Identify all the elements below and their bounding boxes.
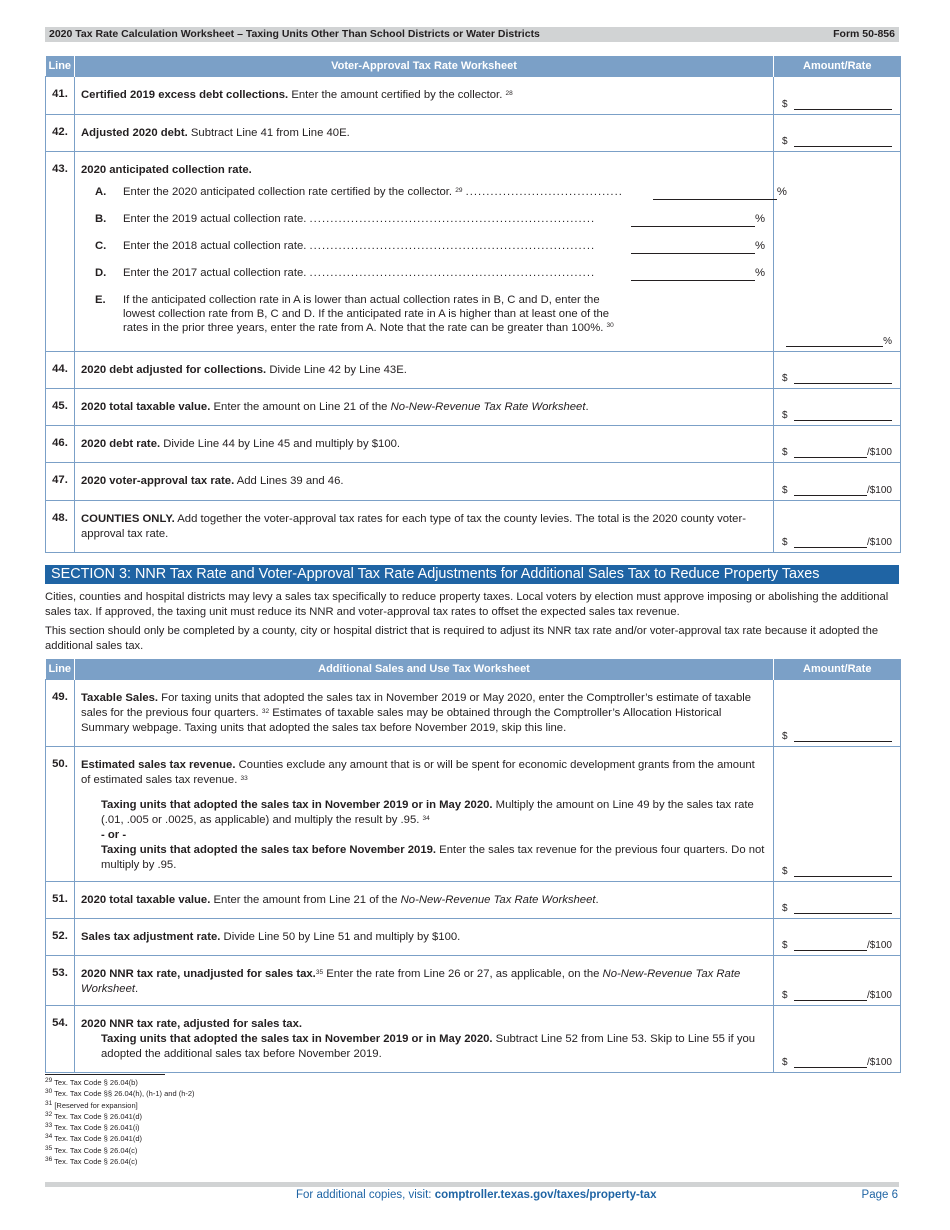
col-title: Voter-Approval Tax Rate Worksheet xyxy=(75,56,774,77)
table-row xyxy=(46,501,901,553)
line-number: 49. xyxy=(46,680,75,747)
section-3-paragraph-2: This section should only be completed by a county, city or hospital district that is required to adjust its NNR tax rate and/or voter-approval tax rate because it adopted the additional sales tax. xyxy=(45,625,879,652)
line-desc: 2020 total taxable value. Enter the amount on Line 21 of the No-New-Revenue Tax Rate Worksheet. xyxy=(75,389,774,426)
footnote: $^{29}$ Tex. Tax Code § 26.04(b) xyxy=(45,1077,138,1087)
footnote: $^{30}$ Tex. Tax Code §§ 26.04(h), (h-1) and (h-2) xyxy=(45,1088,195,1099)
line-number: 52. xyxy=(46,919,75,956)
amount-field[interactable]: $ xyxy=(774,115,901,152)
col-line: Line xyxy=(46,56,75,77)
footnote-rule xyxy=(45,1074,165,1075)
line-number: 42. xyxy=(46,115,75,152)
form-number: Form 50-856 xyxy=(833,28,895,40)
line-number: 48. xyxy=(46,501,75,553)
line-desc: 2020 debt adjusted for collections. Divide Line 42 by Line 43E. xyxy=(75,352,774,389)
col-line: Line xyxy=(46,659,75,680)
table-row xyxy=(46,77,901,115)
rate-field[interactable]: $ /$100 xyxy=(774,463,901,501)
subline-e: E. If the anticipated collection rate in A is lower than actual collection rates in B, C and D, enter the lowest collection rate from B, C and D. If the anticipated rate in A is higher than at least one of the rates in the prior three years, enter the rate from A. Note that the rate can be greater than 100%. $^{30}$ xyxy=(95,294,614,334)
line-number: 47. xyxy=(46,463,75,501)
line-desc: Estimated sales tax revenue. Counties exclude any amount that is or will be spent for economic development grants from the amount of estimated sales tax revenue. $^{33}$ Taxing units that adopted the sales tax in November 2019 or in May 2020. Multiply the amount on Line 49 by the sales tax rate (.01, .005 or .0025, as applicable) and multiply the result by .95. $^{34}$ - or - Taxing units that adopted the sales tax before November 2019. Enter the sales tax revenue for the previous four quarters. Do not multiply by .95. xyxy=(75,747,774,882)
subline-c: C. Enter the 2018 actual collection rate. ..................................................................... % xyxy=(95,240,765,252)
amount-field[interactable]: $ xyxy=(774,747,901,882)
rate-field[interactable]: $ /$100 xyxy=(774,1006,901,1073)
table-row xyxy=(46,426,901,463)
footnote: $^{35}$ Tex. Tax Code § 26.04(c) xyxy=(45,1144,138,1155)
table-row xyxy=(46,680,901,747)
amount-field[interactable]: $ xyxy=(774,77,901,115)
table-row xyxy=(46,352,901,389)
footer-rule xyxy=(45,1182,899,1187)
footnote: $^{32}$ Tex. Tax Code § 26.041(d) xyxy=(45,1110,143,1121)
line-number: 41. xyxy=(46,77,75,115)
section-3-paragraph-1: Cities, counties and hospital districts may levy a sales tax specifically to reduce property taxes. Local voters by election must approve imposing or abolishing the additional sales tax. If approved, the taxing unit must reduce its NNR and voter-approval tax rates to offset the expected sales tax revenue. xyxy=(45,591,889,618)
col-title: Additional Sales and Use Tax Worksheet xyxy=(75,659,774,680)
rate-field[interactable]: $ /$100 xyxy=(774,956,901,1006)
line-number: 53. xyxy=(46,956,75,1006)
table-row xyxy=(46,882,901,919)
amount-field[interactable]: $ xyxy=(774,352,901,389)
table-row xyxy=(46,956,901,1006)
table-row xyxy=(46,919,901,956)
line-desc: Sales tax adjustment rate. Divide Line 50 by Line 51 and multiply by $100. xyxy=(75,919,774,956)
voter-approval-worksheet-table xyxy=(45,56,901,553)
rate-d-field[interactable]: % xyxy=(631,266,765,281)
table-row xyxy=(46,152,901,352)
rate-field[interactable]: $ /$100 xyxy=(774,919,901,956)
col-amount: Amount/Rate xyxy=(774,659,901,680)
subline-a: A. Enter the 2020 anticipated collection rate certified by the collector. $^{29}$ ...................................... % xyxy=(95,186,787,198)
line-number: 54. xyxy=(46,1006,75,1073)
option-block: Taxing units that adopted the sales tax in November 2019 or in May 2020. Multiply the amount on Line 49 by the sales tax rate (.01, .005 or .0025, as applicable) and multiply the result by .95. $^{34}$ - or - Taxing units that adopted the sales tax before November 2019. Enter the sales tax revenue for the previous four quarters. Do not multiply by .95. xyxy=(101,799,765,871)
line-number: 46. xyxy=(46,426,75,463)
amount-field[interactable]: $ xyxy=(774,882,901,919)
line-desc: Adjusted 2020 debt. Subtract Line 41 from Line 40E. xyxy=(75,115,774,152)
line-desc: 2020 debt rate. Divide Line 44 by Line 45 and multiply by $100. xyxy=(75,426,774,463)
footnotes xyxy=(45,1074,195,1167)
page-number: Page 6 xyxy=(861,1189,898,1201)
line-desc: Certified 2019 excess debt collections. Enter the amount certified by the collector. $^{28}$ xyxy=(75,77,774,115)
rate-c-field[interactable]: % xyxy=(631,239,765,254)
rate-a-field[interactable]: % xyxy=(653,185,787,200)
table-row xyxy=(46,747,901,882)
footnote: $^{31}$ [Reserved for expansion] xyxy=(45,1099,138,1110)
footer-url-link[interactable]: comptroller.texas.gov/taxes/property-tax xyxy=(434,1189,657,1201)
rate-field[interactable]: % xyxy=(774,152,901,352)
header-title: 2020 Tax Rate Calculation Worksheet – Taxing Units Other Than School Districts or Water Districts xyxy=(49,28,540,40)
table-row xyxy=(46,463,901,501)
footnote: $^{34}$ Tex. Tax Code § 26.041(d) xyxy=(45,1133,143,1144)
line-desc: 2020 NNR tax rate, unadjusted for sales tax.$^{35}$ Enter the rate from Line 26 or 27, as applicable, on the No-New-Revenue Tax Rate Worksheet. xyxy=(75,956,774,1006)
subline-b: B. Enter the 2019 actual collection rate. ..................................................................... % xyxy=(95,213,765,225)
line-desc: 2020 voter-approval tax rate. Add Lines 39 and 46. xyxy=(75,463,774,501)
option-block: Taxing units that adopted the sales tax in November 2019 or in May 2020. Subtract Line 52 from Line 53. Skip to Line 55 if you adopted the additional sales tax before November 2019. xyxy=(101,1033,756,1060)
line-number: 51. xyxy=(46,882,75,919)
amount-field[interactable]: $ xyxy=(774,389,901,426)
section-3-title: SECTION 3: NNR Tax Rate and Voter-Approval Tax Rate Adjustments for Additional Sales Tax to Reduce Property Taxes xyxy=(45,565,899,584)
line-number: 50. xyxy=(46,747,75,882)
col-amount: Amount/Rate xyxy=(774,56,901,77)
rate-field[interactable]: $ /$100 xyxy=(774,426,901,463)
line-desc: COUNTIES ONLY. Add together the voter-approval tax rates for each type of tax the county levies. The total is the 2020 county voter-approval tax rate. xyxy=(75,501,774,553)
line-desc: 2020 anticipated collection rate. A. Enter the 2020 anticipated collection rate certified by the collector. $^{29}$ ...................................... % B. Enter the 2019 actual collection rate. ..................................................................... % C. Enter the 2018 actual collection rate. ..................................................................... % D. Enter the 2017 actual collection rate. ..................................................................... % E. If the anticipated collection rate in A is lower than actual collection rates in B, C and D, enter the lowest collection rate from B, C and D. If the anticipated rate in A is higher than at least one of the rates in the prior three years, enter the rate from A. Note that the rate can be greater than 100%. $^{30}$ xyxy=(75,152,774,352)
footer-copies: For additional copies, visit: comptroller.texas.gov/taxes/property-tax xyxy=(296,1189,657,1201)
line-desc: 2020 NNR tax rate, adjusted for sales tax. Taxing units that adopted the sales tax in November 2019 or in May 2020. Subtract Line 52 from Line 53. Skip to Line 55 if you adopted the additional sales tax before November 2019. xyxy=(75,1006,774,1073)
footnote: $^{33}$ Tex. Tax Code § 26.041(i) xyxy=(45,1122,140,1133)
sales-tax-worksheet-table xyxy=(45,659,901,1073)
line-desc: Taxable Sales. For taxing units that adopted the sales tax in November 2019 or May 2020, enter the Comptroller’s estimate of taxable sales for the previous four quarters. $^{32}$ Estimates of taxable sales may be obtained through the Comptroller’s Allocation Historical Summary webpage. Taxing units that adopted the sales tax before November 2019, skip this line. xyxy=(75,680,774,747)
subline-d: D. Enter the 2017 actual collection rate. ..................................................................... % xyxy=(95,267,765,279)
rate-b-field[interactable]: % xyxy=(631,212,765,227)
line-number: 44. xyxy=(46,352,75,389)
page-header xyxy=(45,27,899,42)
line-desc: 2020 total taxable value. Enter the amount from Line 21 of the No-New-Revenue Tax Rate Worksheet. xyxy=(75,882,774,919)
rate-field[interactable]: $ /$100 xyxy=(774,501,901,553)
footnote: $^{36}$ Tex. Tax Code § 26.04(c) xyxy=(45,1156,138,1167)
table-row xyxy=(46,115,901,152)
table-row xyxy=(46,389,901,426)
line-number: 45. xyxy=(46,389,75,426)
line-number: 43. xyxy=(46,152,75,352)
table-row xyxy=(46,1006,901,1073)
amount-field[interactable]: $ xyxy=(774,680,901,747)
